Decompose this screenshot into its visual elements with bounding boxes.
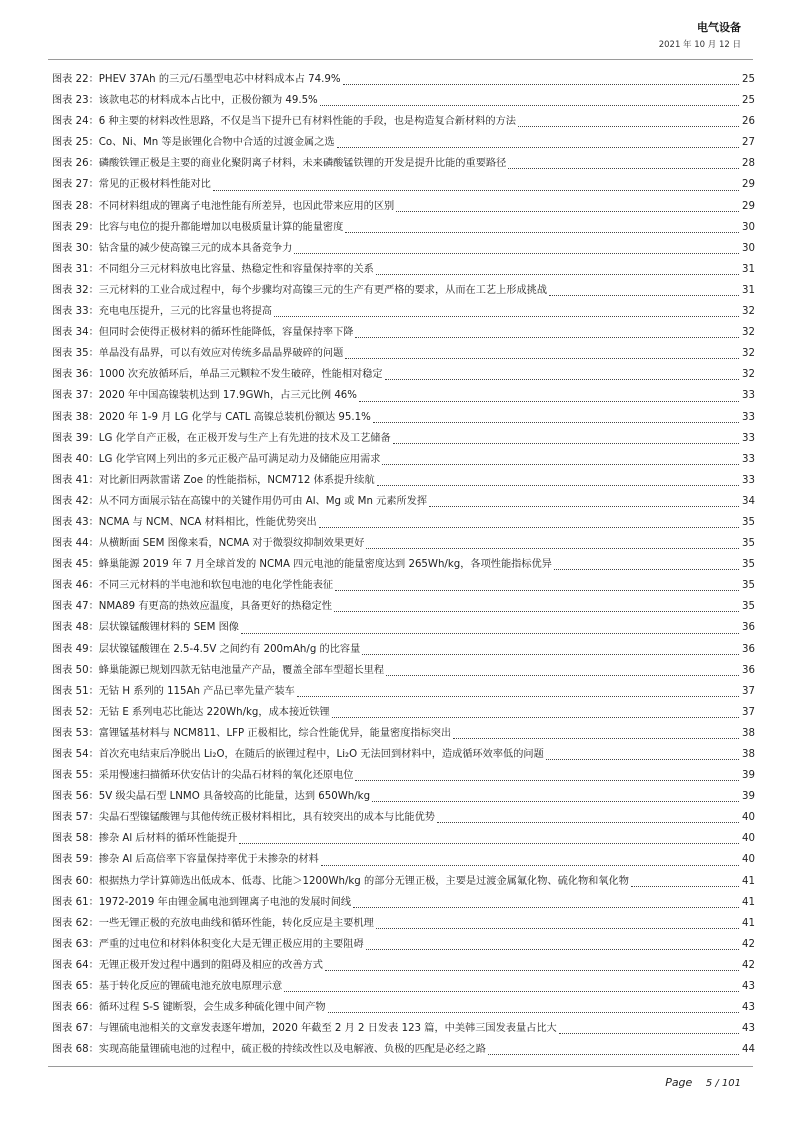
toc-dot-leader bbox=[372, 800, 739, 802]
toc-entry-label: 图表 31： bbox=[52, 263, 99, 275]
toc-dot-leader bbox=[376, 927, 739, 929]
toc-dot-leader bbox=[377, 484, 739, 486]
toc-entry-label: 图表 30： bbox=[52, 242, 99, 254]
toc-entry[interactable] bbox=[52, 849, 755, 870]
toc-entry-page[interactable]: 43 bbox=[742, 1023, 755, 1035]
toc-entry-page[interactable]: 42 bbox=[742, 938, 755, 950]
toc-entry-label: 图表 53： bbox=[52, 727, 99, 739]
toc-dot-leader bbox=[332, 716, 739, 718]
toc-entry-label: 图表 32： bbox=[52, 284, 99, 296]
toc-entry-title[interactable]: 该款电芯的材料成本占比中，正极份额为 49.5% bbox=[98, 95, 318, 107]
toc-entry-title[interactable]: 层状镍锰酸锂在 2.5-4.5V 之间约有 200mAh/g 的比容量 bbox=[98, 643, 361, 655]
toc-entry-label: 图表 43： bbox=[52, 516, 99, 528]
toc-entry-title[interactable]: 一些无锂正极的充放电曲线和循环性能，转化反应是主要机理 bbox=[98, 917, 374, 929]
toc-entry-label: 图表 28： bbox=[52, 200, 99, 212]
toc-entry[interactable] bbox=[52, 132, 755, 153]
toc-dot-leader bbox=[559, 1032, 739, 1034]
toc-entry[interactable] bbox=[52, 997, 755, 1018]
toc-entry-label: 图表 55： bbox=[52, 770, 99, 782]
toc-entry-page[interactable]: 25 bbox=[742, 95, 755, 107]
toc-entry-label: 图表 41： bbox=[52, 474, 99, 486]
toc-entry-page[interactable]: 43 bbox=[742, 981, 755, 993]
toc-entry[interactable] bbox=[52, 871, 755, 892]
toc-entry-page[interactable]: 44 bbox=[742, 1044, 755, 1056]
toc-entry-label: 图表 50： bbox=[52, 664, 99, 676]
toc-entry[interactable] bbox=[52, 111, 755, 132]
toc-dot-leader bbox=[437, 821, 739, 823]
toc-entry-page[interactable]: 35 bbox=[742, 580, 755, 592]
toc-entry[interactable] bbox=[52, 976, 755, 997]
toc-dot-leader bbox=[355, 779, 739, 781]
toc-entry[interactable] bbox=[52, 702, 755, 723]
toc-entry-title[interactable]: 三元材料的工业合成过程中，每个步骤均对高镍三元的生产有更严格的要求，从而在工艺上形成挑战 bbox=[98, 284, 548, 296]
toc-entry[interactable] bbox=[52, 322, 755, 343]
toc-entry-label: 图表 59： bbox=[52, 854, 99, 866]
toc-entry-title[interactable]: LG 化学自产正极，在正极开发与生产上有先进的技术及工艺储备 bbox=[98, 432, 391, 444]
toc-entry-label: 图表 68： bbox=[52, 1044, 99, 1056]
toc-entry[interactable] bbox=[52, 449, 755, 470]
toc-entry-label: 图表 25： bbox=[52, 137, 99, 149]
toc-entry-title[interactable]: 根据热力学计算筛选出低成本、低毒、比能＞1200Wh/kg 的部分无锂正极，主要是过渡金属氟化物、硫化物和氧化物 bbox=[98, 875, 629, 887]
toc-entry-page[interactable]: 35 bbox=[742, 538, 755, 550]
toc-dot-leader bbox=[321, 864, 739, 866]
toc-entry[interactable] bbox=[52, 765, 755, 786]
toc-entry-label: 图表 33： bbox=[52, 306, 99, 318]
toc-entry[interactable] bbox=[52, 575, 755, 596]
toc-dot-leader bbox=[362, 653, 739, 655]
toc-entry-title[interactable]: 实现高能量锂硫电池的过程中，硫正极的持续改性以及电解液、负极的匹配是必经之路 bbox=[98, 1044, 486, 1056]
toc-entry-page[interactable]: 32 bbox=[742, 327, 755, 339]
toc-entry-label: 图表 38： bbox=[52, 411, 99, 423]
toc-entry-label: 图表 61： bbox=[52, 896, 99, 908]
header-divider bbox=[48, 59, 753, 60]
toc-entry-page[interactable]: 36 bbox=[742, 622, 755, 634]
toc-entry[interactable] bbox=[52, 407, 755, 428]
toc-entry-page[interactable]: 41 bbox=[742, 875, 755, 887]
toc-entry-title[interactable]: PHEV 37Ah 的三元/石墨型电芯中材料成本占 74.9% bbox=[98, 74, 341, 85]
toc-entry-page[interactable]: 31 bbox=[742, 284, 755, 296]
toc-entry-title[interactable]: 钴含量的减少使高镍三元的成本具备竞争力 bbox=[98, 242, 293, 254]
toc-dot-leader bbox=[334, 610, 739, 612]
toc-entry-title[interactable]: 蜂巢能源已规划四款无钴电池量产产品，覆盖全部车型超长里程 bbox=[98, 664, 385, 676]
toc-entry-title[interactable]: 从不同方面展示钴在高镍中的关键作用仍可由 Al、Mg 或 Mn 元素所发挥 bbox=[98, 495, 428, 507]
toc-entry-label: 图表 24： bbox=[52, 116, 99, 128]
toc-entry-label: 图表 22： bbox=[52, 74, 99, 85]
toc-entry-title[interactable]: 比容与电位的提升都能增加以电极质量计算的能量密度 bbox=[98, 221, 344, 233]
toc-entry-title[interactable]: 磷酸铁锂正极是主要的商业化聚阴离子材料，未来磷酸锰铁锂的开发是提升比能的重要路径 bbox=[98, 158, 507, 170]
toc-entry[interactable] bbox=[52, 512, 755, 533]
toc-entry-title[interactable]: LG 化学官网上列出的多元正极产品可满足动力及储能应用需求 bbox=[98, 453, 381, 465]
toc-dot-leader bbox=[343, 83, 740, 85]
toc-dot-leader bbox=[297, 695, 739, 697]
toc-entry-label: 图表 49： bbox=[52, 643, 99, 655]
toc-entry-page[interactable]: 40 bbox=[742, 854, 755, 866]
toc-dot-leader bbox=[488, 1053, 739, 1055]
toc-entry[interactable] bbox=[52, 280, 755, 301]
toc-entry-title[interactable]: NCMA 与 NCM、NCA 材料相比，性能优势突出 bbox=[98, 516, 317, 528]
toc-entry-label: 图表 29： bbox=[52, 221, 99, 233]
toc-entry[interactable] bbox=[52, 723, 755, 744]
toc-dot-leader bbox=[335, 589, 739, 591]
toc-entry[interactable] bbox=[52, 533, 755, 554]
toc-entry-page[interactable]: 36 bbox=[742, 643, 755, 655]
toc-entry-page[interactable]: 34 bbox=[742, 495, 755, 507]
toc-dot-leader bbox=[213, 189, 739, 191]
toc-entry[interactable] bbox=[52, 786, 755, 807]
toc-dot-leader bbox=[325, 969, 739, 971]
toc-entry-title[interactable]: 不同三元材料的半电池和软包电池的电化学性能表征 bbox=[98, 580, 334, 592]
toc-entry-label: 图表 45： bbox=[52, 559, 99, 571]
toc-entry-page[interactable]: 39 bbox=[742, 791, 755, 803]
toc-entry-title[interactable]: Co、Ni、Mn 等是嵌锂化合物中合适的过渡金属之选 bbox=[98, 137, 335, 149]
toc-dot-leader bbox=[319, 526, 739, 528]
toc-entry[interactable] bbox=[52, 196, 755, 217]
toc-entry[interactable] bbox=[52, 174, 755, 195]
toc-entry-label: 图表 44： bbox=[52, 538, 99, 550]
toc-entry-label: 图表 64： bbox=[52, 959, 99, 971]
toc-entry-label: 图表 57： bbox=[52, 812, 99, 824]
toc-entry-title[interactable]: 掺杂 Al 后材料的循环性能提升 bbox=[98, 833, 238, 845]
page-number: 5 / 101 bbox=[705, 1078, 741, 1089]
toc-dot-leader bbox=[373, 421, 739, 423]
toc-entry-label: 图表 60： bbox=[52, 875, 99, 887]
toc-entry-title[interactable]: 与锂硫电池相关的文章发表逐年增加，2020 年截至 2 月 2 日发表 123 篇，中美韩三国发表量占比大 bbox=[98, 1023, 557, 1035]
toc-dot-leader bbox=[345, 357, 739, 359]
toc-entry-title[interactable]: 无钴 H 系列的 115Ah 产品已率先量产装车 bbox=[98, 685, 295, 697]
toc-entry[interactable] bbox=[52, 301, 755, 322]
report-sector-title: 电气设备 bbox=[697, 21, 741, 34]
toc-entry[interactable] bbox=[52, 617, 755, 638]
toc-entry-title[interactable]: 6 种主要的材料改性思路，不仅是当下提升已有材料性能的手段，也是构造复合新材料的方法 bbox=[98, 116, 516, 128]
toc-entry[interactable] bbox=[52, 1018, 755, 1039]
toc-entry-page[interactable]: 25 bbox=[742, 74, 755, 85]
toc-entry-title[interactable]: 2020 年中国高镍装机达到 17.9GWh，占三元比例 46% bbox=[98, 390, 357, 402]
toc-entry-title[interactable]: 无锂正极开发过程中遇到的阻碍及相应的改善方式 bbox=[98, 959, 323, 971]
toc-entry-title[interactable]: 首次充电结束后净脱出 Li₂O，在随后的嵌锂过程中，Li₂O 无法回到材料中，造成循环效率低的问题 bbox=[98, 749, 544, 760]
toc-entry-label: 图表 23： bbox=[52, 95, 99, 107]
toc-dot-leader bbox=[393, 442, 739, 444]
toc-dot-leader bbox=[345, 231, 739, 233]
toc-entry[interactable] bbox=[52, 807, 755, 828]
toc-entry-label: 图表 47： bbox=[52, 601, 99, 613]
toc-entry-page[interactable]: 32 bbox=[742, 348, 755, 360]
toc-entry-label: 图表 26： bbox=[52, 158, 99, 170]
toc-entry[interactable] bbox=[52, 217, 755, 238]
toc-entry-title[interactable]: 充电电压提升，三元的比容量也将提高 bbox=[98, 306, 272, 318]
toc-entry-page[interactable]: 33 bbox=[742, 390, 755, 402]
toc-dot-leader bbox=[453, 737, 739, 739]
page-footer bbox=[665, 1076, 741, 1089]
toc-entry-title[interactable]: 蜂巢能源 2019 年 7 月全球首发的 NCMA 四元电池的能量密度达到 265Wh/kg，各项性能指标优异 bbox=[98, 559, 552, 571]
toc-entry-page[interactable]: 32 bbox=[742, 369, 755, 381]
toc-entry-page[interactable]: 37 bbox=[742, 706, 755, 718]
toc-entry[interactable] bbox=[52, 364, 755, 385]
report-date: 2021 年 10 月 12 日 bbox=[658, 40, 741, 50]
toc-dot-leader bbox=[385, 378, 739, 380]
toc-entry-page[interactable]: 38 bbox=[742, 749, 755, 760]
toc-entry-page[interactable]: 43 bbox=[742, 1002, 755, 1014]
toc-dot-leader bbox=[274, 315, 739, 317]
toc-entry-label: 图表 40： bbox=[52, 453, 99, 465]
toc-entry-title[interactable]: 采用慢速扫描循环伏安估计的尖晶石材料的氧化还原电位 bbox=[98, 770, 354, 782]
toc-entry-page[interactable]: 42 bbox=[742, 959, 755, 971]
toc-entry-label: 图表 42： bbox=[52, 495, 99, 507]
toc-entry[interactable] bbox=[52, 828, 755, 849]
toc-entry-page[interactable]: 32 bbox=[742, 306, 755, 318]
toc-entry[interactable] bbox=[52, 343, 755, 364]
toc-entry-title[interactable]: 5V 级尖晶石型 LNMO 具备较高的比能量，达到 650Wh/kg bbox=[98, 791, 371, 803]
toc-entry-label: 图表 35： bbox=[52, 348, 99, 360]
toc-dot-leader bbox=[382, 463, 739, 465]
toc-entry[interactable] bbox=[52, 934, 755, 955]
toc-entry-label: 图表 63： bbox=[52, 938, 99, 950]
toc-dot-leader bbox=[328, 1011, 739, 1013]
toc-entry[interactable] bbox=[52, 639, 755, 660]
toc-entry[interactable] bbox=[52, 491, 755, 512]
toc-entry-page[interactable]: 38 bbox=[742, 727, 755, 739]
toc-entry-page[interactable]: 27 bbox=[742, 137, 755, 149]
toc-dot-leader bbox=[554, 568, 739, 570]
toc-entry-page[interactable]: 29 bbox=[742, 200, 755, 212]
toc-entry-title[interactable]: 尖晶石型镍锰酸锂与其他传统正极材料相比，具有较突出的成本与比能优势 bbox=[98, 812, 435, 824]
toc-dot-leader bbox=[320, 104, 739, 106]
toc-entry[interactable] bbox=[52, 596, 755, 617]
toc-entry-title[interactable]: 对比新旧两款雷诺 Zoe 的性能指标，NCM712 体系提升续航 bbox=[98, 474, 375, 486]
toc-entry-page[interactable]: 33 bbox=[742, 453, 755, 465]
toc-entry-title[interactable]: 常见的正极材料性能对比 bbox=[98, 179, 211, 191]
toc-entry-page[interactable]: 30 bbox=[742, 242, 755, 254]
toc-entry[interactable] bbox=[52, 681, 755, 702]
toc-dot-leader bbox=[355, 336, 739, 338]
toc-dot-leader bbox=[294, 252, 739, 254]
toc-entry-page[interactable]: 26 bbox=[742, 116, 755, 128]
toc-entry-title[interactable]: 不同组分三元材料放电比容量、热稳定性和容量保持率的关系 bbox=[98, 263, 374, 275]
toc-dot-leader bbox=[239, 842, 739, 844]
toc-entry[interactable] bbox=[52, 69, 755, 90]
toc-entry-label: 图表 52： bbox=[52, 706, 99, 718]
toc-entry[interactable] bbox=[52, 744, 755, 765]
toc-dot-leader bbox=[386, 674, 739, 676]
toc-entry-page[interactable]: 37 bbox=[742, 685, 755, 697]
toc-entry-label: 图表 54： bbox=[52, 749, 99, 760]
toc-dot-leader bbox=[353, 906, 739, 908]
toc-entry[interactable] bbox=[52, 428, 755, 449]
toc-entry-label: 图表 56： bbox=[52, 791, 99, 803]
toc-entry-title[interactable]: 但同时会使得正极材料的循环性能降低，容量保持率下降 bbox=[98, 327, 354, 339]
toc-entry-label: 图表 62： bbox=[52, 917, 99, 929]
toc-entry-title[interactable]: NMA89 有更高的热效应温度，具备更好的热稳定性 bbox=[98, 601, 332, 613]
toc-entry[interactable] bbox=[52, 1039, 755, 1060]
toc-entry-title[interactable]: 1000 次充放循环后，单晶三元颗粒不发生破碎，性能相对稳定 bbox=[98, 369, 383, 381]
toc-entry-page[interactable]: 40 bbox=[742, 833, 755, 845]
toc-entry-label: 图表 58： bbox=[52, 833, 99, 845]
toc-entry-title[interactable]: 基于转化反应的锂硫电池充放电原理示意 bbox=[98, 981, 283, 993]
toc-entry-page[interactable]: 39 bbox=[742, 770, 755, 782]
toc-entry[interactable] bbox=[52, 90, 755, 111]
toc-dot-leader bbox=[376, 273, 739, 275]
toc-entry[interactable] bbox=[52, 913, 755, 934]
figure-index-list bbox=[52, 69, 755, 1060]
toc-entry-page[interactable]: 30 bbox=[742, 221, 755, 233]
toc-entry[interactable] bbox=[52, 660, 755, 681]
toc-entry-title[interactable]: 不同材料组成的锂离子电池性能有所差异，也因此带来应用的区别 bbox=[98, 200, 395, 212]
toc-dot-leader bbox=[366, 547, 739, 549]
toc-entry-title[interactable]: 严重的过电位和材料体积变化大是无锂正极应用的主要阻碍 bbox=[98, 938, 364, 950]
toc-entry-label: 图表 48： bbox=[52, 622, 99, 634]
toc-entry-title[interactable]: 循环过程 S-S 键断裂，会生成多种硫化锂中间产物 bbox=[98, 1002, 326, 1014]
toc-dot-leader bbox=[631, 885, 739, 887]
toc-dot-leader bbox=[429, 505, 739, 507]
footer-divider bbox=[48, 1066, 753, 1067]
toc-entry-page[interactable]: 31 bbox=[742, 263, 755, 275]
toc-entry-title[interactable]: 1972-2019 年由锂金属电池到锂离子电池的发展时间线 bbox=[98, 896, 352, 908]
toc-entry-page[interactable]: 33 bbox=[742, 411, 755, 423]
toc-entry[interactable] bbox=[52, 470, 755, 491]
toc-entry-label: 图表 27： bbox=[52, 179, 99, 191]
toc-dot-leader bbox=[366, 948, 739, 950]
toc-entry-label: 图表 66： bbox=[52, 1002, 99, 1014]
toc-entry-page[interactable]: 29 bbox=[742, 179, 755, 191]
toc-entry-page[interactable]: 41 bbox=[742, 917, 755, 929]
page-label: Page bbox=[665, 1076, 693, 1089]
toc-dot-leader bbox=[508, 167, 739, 169]
toc-entry-page[interactable]: 33 bbox=[742, 432, 755, 444]
toc-entry-title[interactable]: 掺杂 Al 后高倍率下容量保持率优于未掺杂的材料 bbox=[98, 854, 319, 866]
toc-dot-leader bbox=[284, 990, 739, 992]
toc-entry[interactable] bbox=[52, 238, 755, 259]
toc-entry-label: 图表 37： bbox=[52, 390, 99, 402]
toc-dot-leader bbox=[546, 758, 739, 760]
toc-entry-page[interactable]: 28 bbox=[742, 158, 755, 170]
toc-entry-label: 图表 34： bbox=[52, 327, 99, 339]
toc-entry-label: 图表 65： bbox=[52, 981, 99, 993]
toc-entry-label: 图表 67： bbox=[52, 1023, 99, 1035]
toc-entry-label: 图表 51： bbox=[52, 685, 99, 697]
toc-entry[interactable] bbox=[52, 385, 755, 406]
toc-entry-title[interactable]: 单晶没有晶界，可以有效应对传统多晶晶界破碎的问题 bbox=[98, 348, 344, 360]
toc-dot-leader bbox=[396, 210, 739, 212]
toc-dot-leader bbox=[359, 400, 739, 402]
toc-entry-page[interactable]: 33 bbox=[742, 474, 755, 486]
toc-entry-title[interactable]: 从横断面 SEM 图像来看，NCMA 对于微裂纹抑制效果更好 bbox=[98, 538, 365, 550]
toc-dot-leader bbox=[337, 146, 739, 148]
toc-entry-page[interactable]: 40 bbox=[742, 812, 755, 824]
toc-entry-page[interactable]: 35 bbox=[742, 516, 755, 528]
toc-entry-page[interactable]: 35 bbox=[742, 601, 755, 613]
toc-entry-title[interactable]: 富锂锰基材料与 NCM811、LFP 正极相比，综合性能优异，能量密度指标突出 bbox=[98, 727, 452, 739]
toc-entry-page[interactable]: 41 bbox=[742, 896, 755, 908]
toc-entry-page[interactable]: 35 bbox=[742, 559, 755, 571]
toc-dot-leader bbox=[241, 632, 739, 634]
toc-entry-title[interactable]: 层状镍锰酸锂材料的 SEM 图像 bbox=[98, 622, 239, 634]
toc-dot-leader bbox=[518, 125, 739, 127]
toc-entry-page[interactable]: 36 bbox=[742, 664, 755, 676]
toc-entry-title[interactable]: 无钴 E 系列电芯比能达 220Wh/kg，成本接近铁锂 bbox=[98, 706, 330, 718]
toc-entry[interactable] bbox=[52, 554, 755, 575]
toc-entry-label: 图表 46： bbox=[52, 580, 99, 592]
toc-entry[interactable] bbox=[52, 892, 755, 913]
toc-entry-label: 图表 36： bbox=[52, 369, 99, 381]
toc-dot-leader bbox=[549, 294, 739, 296]
toc-entry[interactable] bbox=[52, 955, 755, 976]
toc-entry[interactable] bbox=[52, 153, 755, 174]
toc-entry[interactable] bbox=[52, 259, 755, 280]
toc-entry-title[interactable]: 2020 年 1-9 月 LG 化学与 CATL 高镍总装机份额达 95.1% bbox=[98, 411, 371, 423]
toc-entry-label: 图表 39： bbox=[52, 432, 99, 444]
